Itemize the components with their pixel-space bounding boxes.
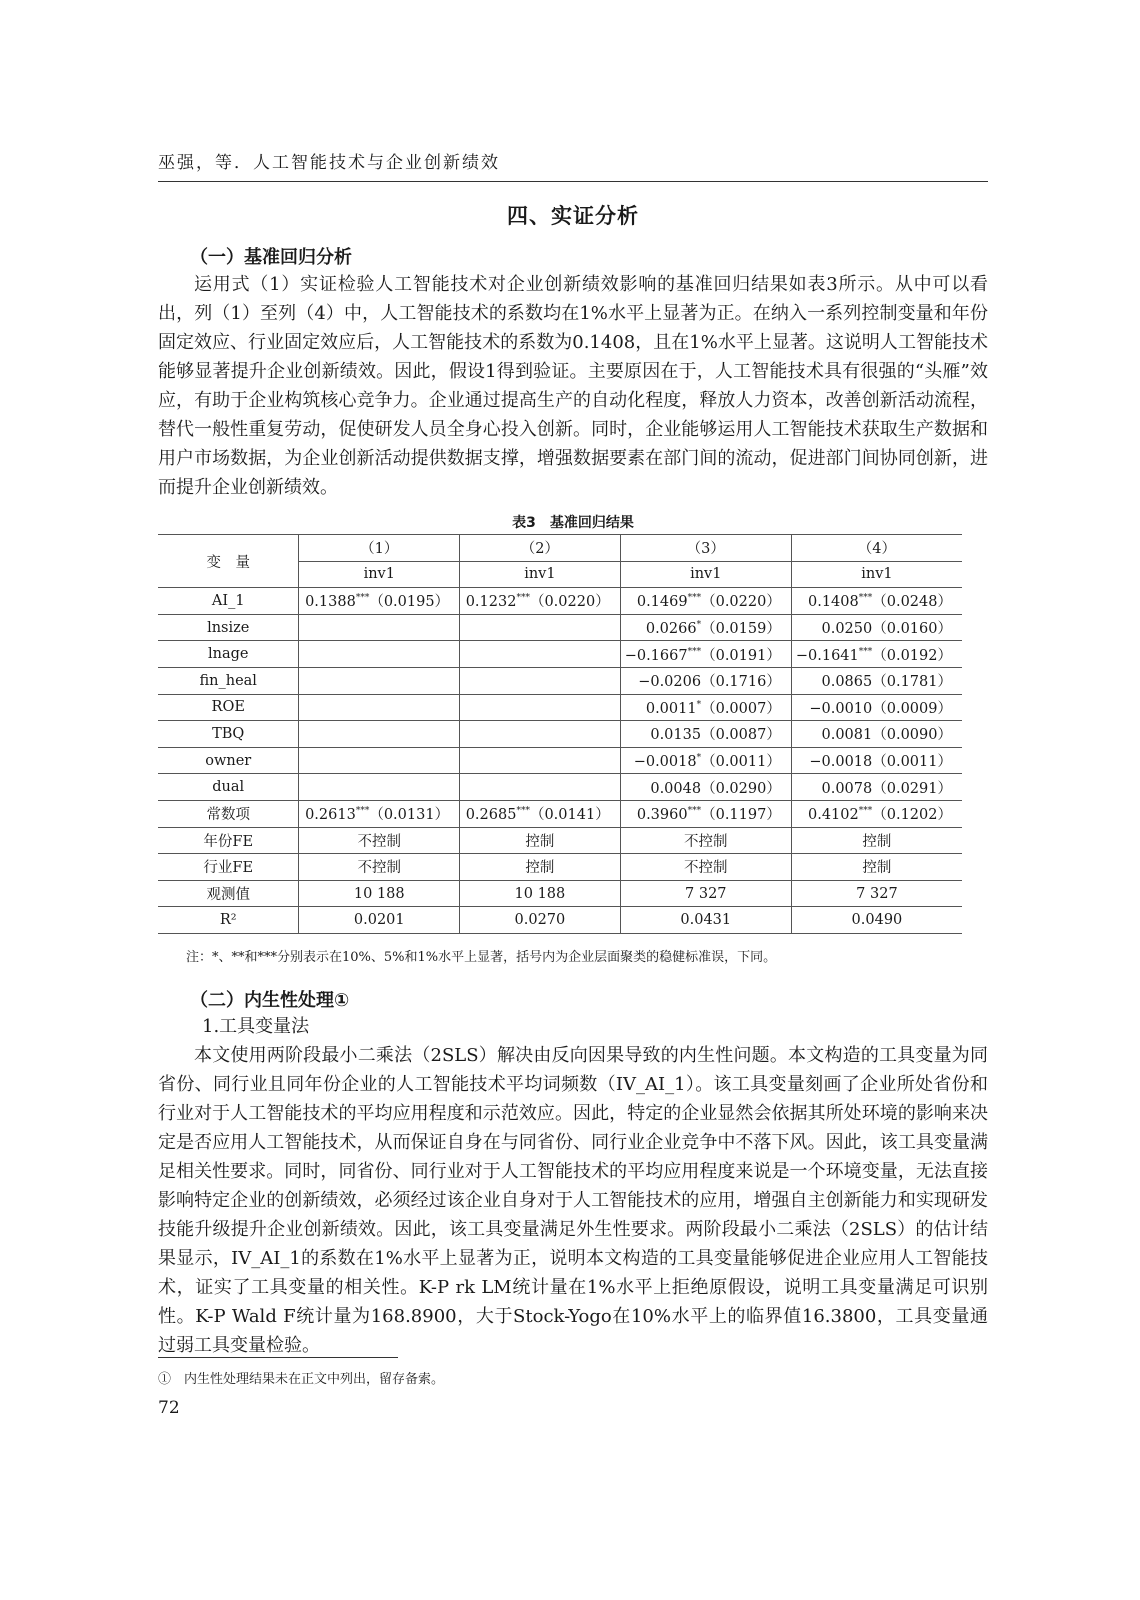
coefficient: 0.0048 (650, 780, 702, 797)
standard-error: （0.0191） (701, 647, 781, 664)
significance-stars: *** (516, 593, 530, 604)
column-header: （2） (460, 535, 621, 562)
table-row (158, 721, 962, 748)
summary-cell: 不控制 (299, 827, 460, 854)
table-row (158, 614, 962, 641)
standard-error: （0.0220） (529, 594, 610, 611)
summary-cell: 不控制 (299, 854, 460, 881)
coefficient: 0.0250 (821, 621, 873, 638)
coef-cell (460, 641, 621, 668)
running-header: 巫强，等．人工智能技术与企业创新绩效 (158, 148, 988, 182)
significance-stars: *** (858, 646, 873, 657)
section-title: 四、实证分析 (507, 204, 639, 228)
coefficient: 0.1232 (465, 594, 517, 611)
summary-row (158, 907, 962, 934)
table-row (158, 588, 962, 615)
coef-cell (299, 774, 460, 801)
coef-cell (791, 641, 962, 668)
coef-cell (299, 667, 460, 694)
coefficient: −0.1641 (795, 647, 859, 664)
coef-cell (299, 721, 460, 748)
table-row (158, 667, 962, 694)
standard-error: （0.1781） (872, 674, 952, 691)
summary-cell: 控制 (791, 827, 962, 854)
row-label: AI_1 (158, 588, 299, 615)
row-label: 行业FE (158, 854, 299, 881)
standard-error: （0.0011） (872, 754, 952, 771)
table-caption: 表3 基准回归结果 (512, 515, 634, 531)
coef-cell (791, 800, 962, 827)
row-label: 常数项 (158, 800, 299, 827)
table-row (158, 774, 962, 801)
summary-cell: 不控制 (620, 854, 791, 881)
coefficient: 0.0011 (645, 700, 697, 717)
significance-stars: * (696, 700, 702, 711)
significance-stars: *** (858, 593, 873, 604)
coef-cell (791, 694, 962, 721)
depvar-label: inv1 (620, 561, 791, 588)
coefficient: −0.1667 (624, 647, 688, 664)
summary-cell: 控制 (460, 827, 621, 854)
column-header: （1） (299, 535, 460, 562)
standard-error: （0.0159） (701, 621, 781, 638)
summary-row (158, 854, 962, 881)
subsubsection-heading: 1.工具变量法 (202, 1016, 310, 1037)
coef-cell (620, 694, 791, 721)
standard-error: （0.0290） (701, 780, 781, 797)
depvar-label: inv1 (791, 561, 962, 588)
significance-stars: *** (687, 646, 702, 657)
summary-cell: 7 327 (791, 880, 962, 907)
row-label: ROE (158, 694, 299, 721)
summary-cell: 0.0201 (299, 907, 460, 934)
summary-cell: 10 188 (460, 880, 621, 907)
standard-error: （0.0131） (369, 807, 450, 824)
table-row (158, 747, 962, 774)
row-label: R² (158, 907, 299, 934)
significance-stars: *** (858, 806, 873, 817)
table-header-row (158, 535, 962, 562)
coefficient: 0.1408 (808, 594, 859, 611)
coefficient: 0.2685 (465, 807, 517, 824)
coef-cell (620, 667, 791, 694)
standard-error: （0.0195） (369, 594, 450, 611)
table-note: 注：*、**和***分别表示在10%、5%和1%水平上显著，括号内为企业层面聚类的稳健标准误，下同。 (186, 950, 777, 965)
standard-error: （0.1716） (701, 674, 781, 691)
coef-cell (460, 721, 621, 748)
row-label: 观测值 (158, 880, 299, 907)
variable-header: 变 量 (158, 535, 299, 588)
significance-stars: *** (355, 806, 370, 817)
coef-cell (460, 747, 621, 774)
coefficient: 0.1469 (636, 594, 688, 611)
summary-row (158, 827, 962, 854)
coef-cell (791, 721, 962, 748)
coef-cell (299, 747, 460, 774)
coef-cell (620, 641, 791, 668)
summary-cell: 控制 (460, 854, 621, 881)
coef-cell (460, 800, 621, 827)
coefficient: −0.0018 (809, 754, 873, 771)
standard-error: （0.1202） (872, 807, 952, 824)
summary-cell: 0.0270 (460, 907, 621, 934)
subsection-heading-endogeneity: （二）内生性处理① (190, 990, 350, 1011)
column-header: （3） (620, 535, 791, 562)
row-label: lnsize (158, 614, 299, 641)
footnote: ① 内生性处理结果未在正文中列出，留存备索。 (158, 1372, 445, 1387)
significance-stars: * (696, 620, 702, 631)
summary-row (158, 880, 962, 907)
row-label: 年份FE (158, 827, 299, 854)
coef-cell (791, 667, 962, 694)
coef-cell (299, 614, 460, 641)
standard-error: （0.0192） (872, 647, 952, 664)
coef-cell (791, 774, 962, 801)
coefficient: 0.2613 (305, 807, 356, 824)
summary-cell: 控制 (791, 854, 962, 881)
coefficient: −0.0018 (633, 754, 697, 771)
coef-cell (620, 800, 791, 827)
summary-cell: 不控制 (620, 827, 791, 854)
paragraph-baseline: 运用式（1）实证检验人工智能技术对企业创新绩效影响的基准回归结果如表3所示。从中可以看出，列（1）至列（4）中，人工智能技术的系数均在1%水平上显著为正。在纳入一系列控制变量和年份固定效应、行业固定效应后，人工智能技术的系数为0.1408，且在1%水平上显著。这说明人工智能技术能够显著提升企业创新绩效。因此，假设1得到验证。主要原因在于，人工智能技术具有很强的“头雁”效应，有助于企业构筑核心竞争力。企业通过提高生产的自动化程度，释放人力资本，改善创新活动流程，替代一般性重复劳动，促使研发人员全身心投入创新。同时，企业能够运用人工智能技术获取生产数据和用户市场数据，为企业创新活动提供数据支撑，增强数据要素在部门间的流动，促进部门间协同创新，进而提升企业创新绩效。 (158, 274, 988, 498)
coefficient: 0.1388 (305, 594, 356, 611)
standard-error: （0.0160） (872, 621, 952, 638)
coefficient: 0.0078 (821, 780, 873, 797)
coef-cell (791, 747, 962, 774)
coefficient: 0.0266 (645, 621, 697, 638)
summary-cell: 7 327 (620, 880, 791, 907)
standard-error: （0.0220） (701, 594, 781, 611)
coef-cell (299, 641, 460, 668)
standard-error: （0.0248） (872, 594, 952, 611)
standard-error: （0.0141） (529, 807, 610, 824)
coef-cell (620, 721, 791, 748)
column-header: （4） (791, 535, 962, 562)
coefficient: −0.0206 (638, 674, 702, 691)
standard-error: （0.0007） (701, 700, 781, 717)
standard-error: （0.0087） (701, 727, 781, 744)
row-label: dual (158, 774, 299, 801)
summary-cell: 0.0431 (620, 907, 791, 934)
paragraph-iv: 本文使用两阶段最小二乘法（2SLS）解决由反向因果导致的内生性问题。本文构造的工具变量为同省份、同行业且同年份企业的人工智能技术平均词频数（IV_AI_1）。该工具变量刻画了企业所处省份和行业对于人工智能技术的平均应用程度和示范效应。因此，特定的企业显然会依据其所处环境的影响来决定是否应用人工智能技术，从而保证自身在与同省份、同行业企业竞争中不落下风。因此，该工具变量满足相关性要求。同时，同省份、同行业对于人工智能技术的平均应用程度来说是一个环境变量，无法直接影响特定企业的创新绩效，必须经过该企业自身对于人工智能技术的应用，增强自主创新能力和实现研发技能升级提升企业创新绩效。因此，该工具变量满足外生性要求。两阶段最小二乘法（2SLS）的估计结果显示，IV_AI_1的系数在1%水平上显著为正，说明本文构造的工具变量能够促进企业应用人工智能技术，证实了工具变量的相关性。K-P rk LM统计量在1%水平上拒绝原假设，说明工具变量满足可识别性。K-P Wald F统计量为168.8900，大于Stock-Yogo在10%水平上的临界值16.3800，工具变量通过弱工具变量检验。 (158, 1045, 988, 1356)
coef-cell (620, 588, 791, 615)
regression-table (158, 534, 962, 934)
coef-cell (460, 774, 621, 801)
row-label: owner (158, 747, 299, 774)
row-label: TBQ (158, 721, 299, 748)
row-label: fin_heal (158, 667, 299, 694)
significance-stars: *** (516, 806, 530, 817)
standard-error: （0.0291） (872, 780, 952, 797)
coef-cell (620, 614, 791, 641)
significance-stars: * (696, 753, 702, 764)
coefficient: 0.3960 (636, 807, 688, 824)
coefficient: 0.0135 (650, 727, 702, 744)
significance-stars: *** (355, 593, 370, 604)
coefficient: 0.4102 (808, 807, 859, 824)
table-row (158, 641, 962, 668)
coef-cell (620, 774, 791, 801)
standard-error: （0.0090） (872, 727, 952, 744)
standard-error: （0.1197） (701, 807, 781, 824)
coef-cell (299, 588, 460, 615)
coefficient: 0.0081 (821, 727, 873, 744)
summary-cell: 10 188 (299, 880, 460, 907)
standard-error: （0.0009） (872, 700, 952, 717)
significance-stars: *** (687, 806, 702, 817)
depvar-label: inv1 (299, 561, 460, 588)
row-label: lnage (158, 641, 299, 668)
table-row (158, 800, 962, 827)
table-row (158, 694, 962, 721)
coef-cell (460, 694, 621, 721)
coef-cell (460, 667, 621, 694)
coef-cell (460, 588, 621, 615)
standard-error: （0.0011） (701, 754, 781, 771)
footnote-rule (158, 1357, 398, 1358)
coefficient: −0.0010 (809, 700, 873, 717)
summary-cell: 0.0490 (791, 907, 962, 934)
coef-cell (299, 694, 460, 721)
page-number: 72 (158, 1398, 180, 1418)
coef-cell (460, 614, 621, 641)
coefficient: 0.0865 (821, 674, 873, 691)
subsection-heading-baseline: （一）基准回归分析 (190, 247, 352, 268)
coef-cell (791, 614, 962, 641)
coef-cell (299, 800, 460, 827)
depvar-label: inv1 (460, 561, 621, 588)
significance-stars: *** (687, 593, 702, 604)
coef-cell (620, 747, 791, 774)
coef-cell (791, 588, 962, 615)
